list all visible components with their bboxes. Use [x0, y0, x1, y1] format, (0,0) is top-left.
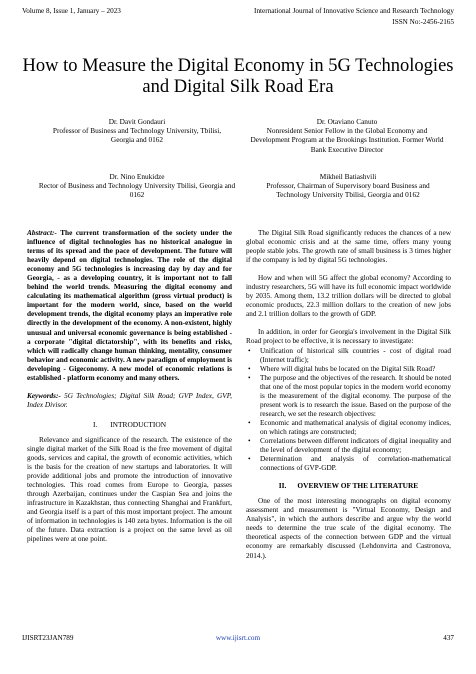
research-list — [246, 347, 451, 474]
paragraph: How and when will 5G affect the global economy? According to industry researchers, 5G will have its full economic impact worldwide by 2035. Among them, 13.2 trillion dollars will be directed to global economic products, 22.3 million dollars to the creation of new jobs and 2.1 trillion dollars to the growth of GDP. — [246, 274, 451, 319]
author-name: Dr. Nino Enukidze — [109, 172, 165, 181]
keywords — [27, 392, 232, 410]
list-item: • Unification of historical silk countries - cost of digital road (Internet traffic); — [256, 347, 451, 365]
author-block-4 — [263, 172, 433, 200]
author-block-1 — [48, 117, 226, 145]
page-number: 437 — [443, 634, 454, 642]
author-affiliation: Nonresident Senior Fellow in the Global Economy and Development Program at the Brookings Institution. Former World Bank Executive Director — [250, 126, 444, 154]
author-block-2 — [248, 117, 446, 154]
list-item: • Determination and analysis of correlation-mathematical connections of GVP-GDP. — [256, 455, 451, 473]
abstract-label: Abstract:- — [27, 229, 57, 237]
abstract — [27, 229, 232, 383]
section-heading-introduction: I. INTRODUCTION — [92, 419, 167, 429]
keywords-text: 5G Technologies; Digital Silk Road; GVP Index, GVP, Index Divisor. — [27, 391, 232, 409]
section-heading-literature: II. OVERVIEW OF THE LITERATURE — [278, 481, 419, 491]
introduction-paragraph: Relevance and significance of the research. The existence of the single digital market of the Silk Road is the free movement of digital goods, services and capital, the growth of economic activities, which is the basis for the creation of new startups and laboratories. It will provide additional jobs and promote the introduction of innovative technologies. This road comes from Europe to Georgia, passes through Azerbaijan, continues under the Caspian Sea and joins the infrastructure in Kazakhstan, thus connecting Shanghai and Frankfurt, and Georgia itself is a part of this most important project. The amount of information in technologies is 140 zeta bytes. Information is the oil of the future. Data extraction is a project on the same level as oil pipelines were at one point. — [27, 435, 232, 544]
paper-title: How to Measure the Digital Economy in 5G Technologies and Digital Silk Road Era — [22, 56, 454, 97]
left-column — [27, 229, 232, 545]
running-header-journal: International Journal of Innovative Science and Research Technology — [254, 7, 454, 15]
author-name: Dr. Otaviano Canuto — [316, 117, 378, 126]
author-name: Dr. Davit Gondauri — [108, 117, 166, 126]
list-item: • Economic and mathematical analysis of digital economy indices, on which ratings are constructed; — [256, 419, 451, 437]
paragraph: The Digital Silk Road significantly reduces the chances of a new global economic crisis and at the same time, offers many young people stable jobs. The growth rate of small business is 3 times higher if the company is led by digital 5G technologies. — [246, 229, 451, 265]
literature-paragraph: One of the most interesting monographs on digital economy assessment and measurement is "Virtual Economy, Design and Analysis", in which the authors describe and argue why the world needs to determine the true scale of the digital economy. The theoretical aspects of the connection between GDP and the virtual economy are remarkably discussed (Lehdonvirta and Castronova, 2014.). — [246, 497, 451, 560]
list-item: • Correlations between different indicators of digital inequality and the level of development of the digital economy; — [256, 437, 451, 455]
issn-label: ISSN No:-2456-2165 — [392, 18, 454, 26]
author-block-3 — [38, 172, 236, 200]
author-affiliation: Professor, Chairman of Supervisory board Business and Technology University Tbilisi, Georgia and 0162 — [266, 181, 430, 200]
footer-paper-id: IJISRT23JAN789 — [22, 634, 74, 642]
author-affiliation: Rector of Business and Technology University Tbilisi, Georgia and 0162 — [38, 181, 236, 200]
list-item: • The purpose and the objectives of the research. It should be noted that one of the most popular topics in the modern world economy is the measurement of the digital economy. The purpose of the present work is to research the issue. Based on the purpose of the research, we set the research objectives: — [256, 374, 451, 419]
right-column — [246, 229, 451, 561]
paragraph: In addition, in order for Georgia's involvement in the Digital Silk Road project to be effective, it is necessary to investigate: — [246, 328, 451, 346]
footer-website-link[interactable]: www.ijisrt.com — [215, 634, 261, 642]
abstract-text: The current transformation of the society under the influence of digital technologies has no historical analogue in terms of its spread and the pace of development. The future will heavily depend on digital technologies. The role of the digital economy and 5G technologies is increasing day by day and for Georgia, - as a developing country, it is important not to fall behind the world trends. Measuring the digital economy and calculating its mathematical algorithm (gross virtual product) is important for the modern world, since, based on the world development trends, the digital economy plays an imperative role directly in the development of the economy. A non-existent, highly unusual and universal economic governance is being established - a corporate "digital dictatorship", with its benefits and risks, which will radically change human thinking, mentality, consumer behavior and economic activity. A new paradigm of employment is developing - Gigeconomy. A new model of economic relations is established - platform economy and many others. — [27, 229, 232, 382]
author-name: Mikheil Batiashvili — [319, 172, 377, 181]
keywords-label: Keywords:- — [27, 391, 61, 400]
list-item: • Where will digital hubs be located on the Digital Silk Road? — [256, 365, 451, 374]
author-affiliation: Professor of Business and Technology University, Tbilisi, Georgia and 0162 — [52, 126, 222, 145]
running-header-volume: Volume 8, Issue 1, January – 2023 — [22, 7, 121, 15]
